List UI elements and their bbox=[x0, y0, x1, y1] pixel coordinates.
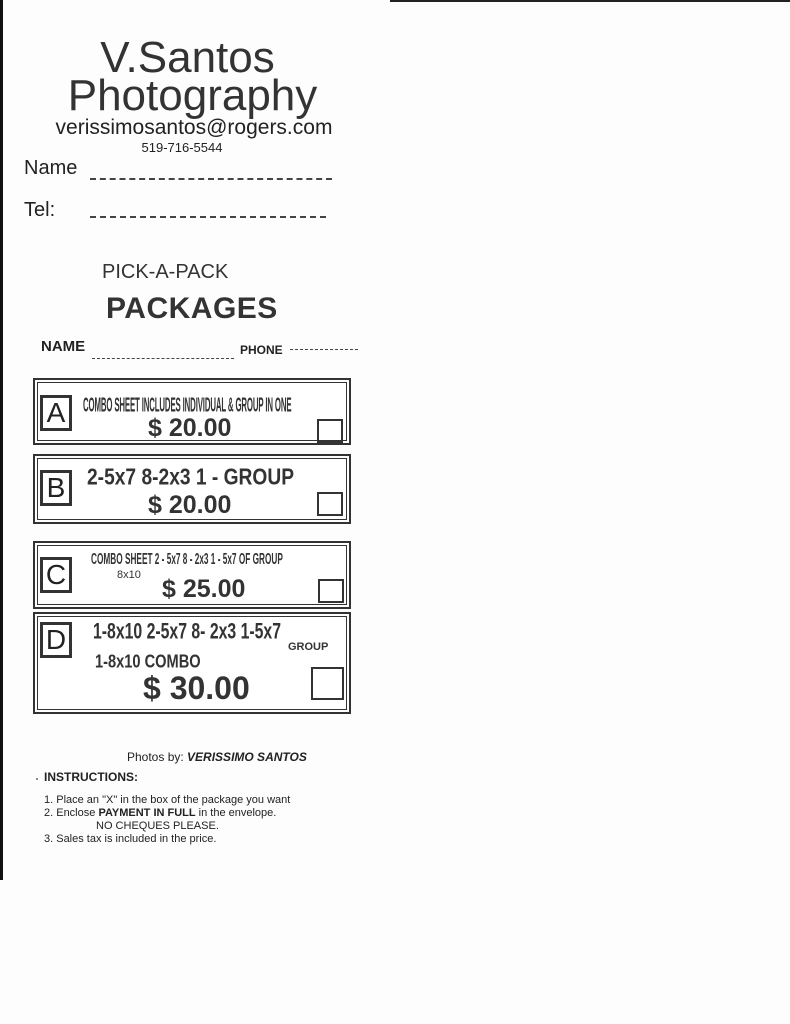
order-phone-line[interactable] bbox=[290, 349, 358, 350]
package-letter: D bbox=[40, 622, 72, 658]
step2-suffix: in the envelope. bbox=[198, 807, 277, 819]
name-label: Name bbox=[24, 157, 78, 179]
studio-type: Photography bbox=[67, 71, 318, 120]
pick-a-pack-heading: PICK-A-PACK bbox=[102, 261, 229, 283]
package-checkbox[interactable] bbox=[317, 492, 343, 516]
photo-credit-prefix: Photos by: bbox=[127, 750, 184, 764]
package-group-note: GROUP bbox=[288, 641, 329, 653]
package-letter: B bbox=[40, 470, 72, 506]
instruction-step-2-note: NO CHEQUES PLEASE. bbox=[96, 820, 219, 832]
photographer-name: VERISSIMO SANTOS bbox=[187, 750, 307, 764]
order-name-label: NAME bbox=[41, 338, 86, 355]
package-description-2: 1-8x10 COMBO bbox=[95, 651, 201, 672]
name-line[interactable] bbox=[90, 178, 332, 180]
package-a bbox=[33, 378, 351, 445]
package-price: $ 30.00 bbox=[143, 670, 250, 706]
package-checkbox[interactable] bbox=[317, 419, 343, 443]
photo-credit bbox=[127, 750, 307, 764]
package-checkbox[interactable] bbox=[311, 667, 344, 700]
contact-email: verissimosantos@rogers.com bbox=[55, 116, 333, 139]
package-description: COMBO SHEET INCLUDES INDIVIDUAL & GROUP IN ONE bbox=[83, 393, 292, 417]
package-description: COMBO SHEET 2 - 5x7 8 - 2x3 1 - 5x7 OF GROUP bbox=[91, 549, 283, 568]
instructions-heading: INSTRUCTIONS: bbox=[44, 770, 138, 784]
step2-prefix: 2. Enclose bbox=[44, 807, 96, 819]
package-description: 2-5x7 8-2x3 1 - GROUP bbox=[87, 465, 295, 491]
package-note: 8x10 bbox=[117, 569, 141, 581]
step2-emphasis: PAYMENT IN FULL bbox=[98, 807, 196, 819]
package-price: $ 25.00 bbox=[162, 575, 246, 603]
package-letter: A bbox=[40, 395, 72, 431]
order-phone-label: PHONE bbox=[240, 343, 283, 357]
package-letter: C bbox=[40, 557, 72, 593]
scan-speck bbox=[36, 778, 38, 780]
packages-heading: PACKAGES bbox=[106, 292, 278, 325]
tel-label: Tel: bbox=[24, 199, 56, 221]
package-description: 1-8x10 2-5x7 8- 2x3 1-5x7 bbox=[93, 620, 281, 645]
order-name-line[interactable] bbox=[92, 358, 234, 359]
package-price: $ 20.00 bbox=[148, 414, 232, 442]
package-checkbox[interactable] bbox=[318, 579, 344, 603]
package-price: $ 20.00 bbox=[148, 491, 232, 519]
package-c bbox=[33, 541, 351, 609]
instruction-step-3: 3. Sales tax is included in the price. bbox=[44, 833, 217, 845]
instruction-step-1: 1. Place an "X" in the box of the package you want bbox=[44, 794, 291, 806]
contact-phone: 519-716-5544 bbox=[141, 140, 223, 155]
tel-line[interactable] bbox=[90, 216, 326, 218]
scan-edge-top bbox=[390, 0, 790, 2]
studio-name: V.Santos bbox=[100, 33, 275, 82]
instruction-step-2 bbox=[44, 807, 276, 819]
package-d bbox=[33, 612, 351, 714]
package-b bbox=[33, 454, 351, 524]
